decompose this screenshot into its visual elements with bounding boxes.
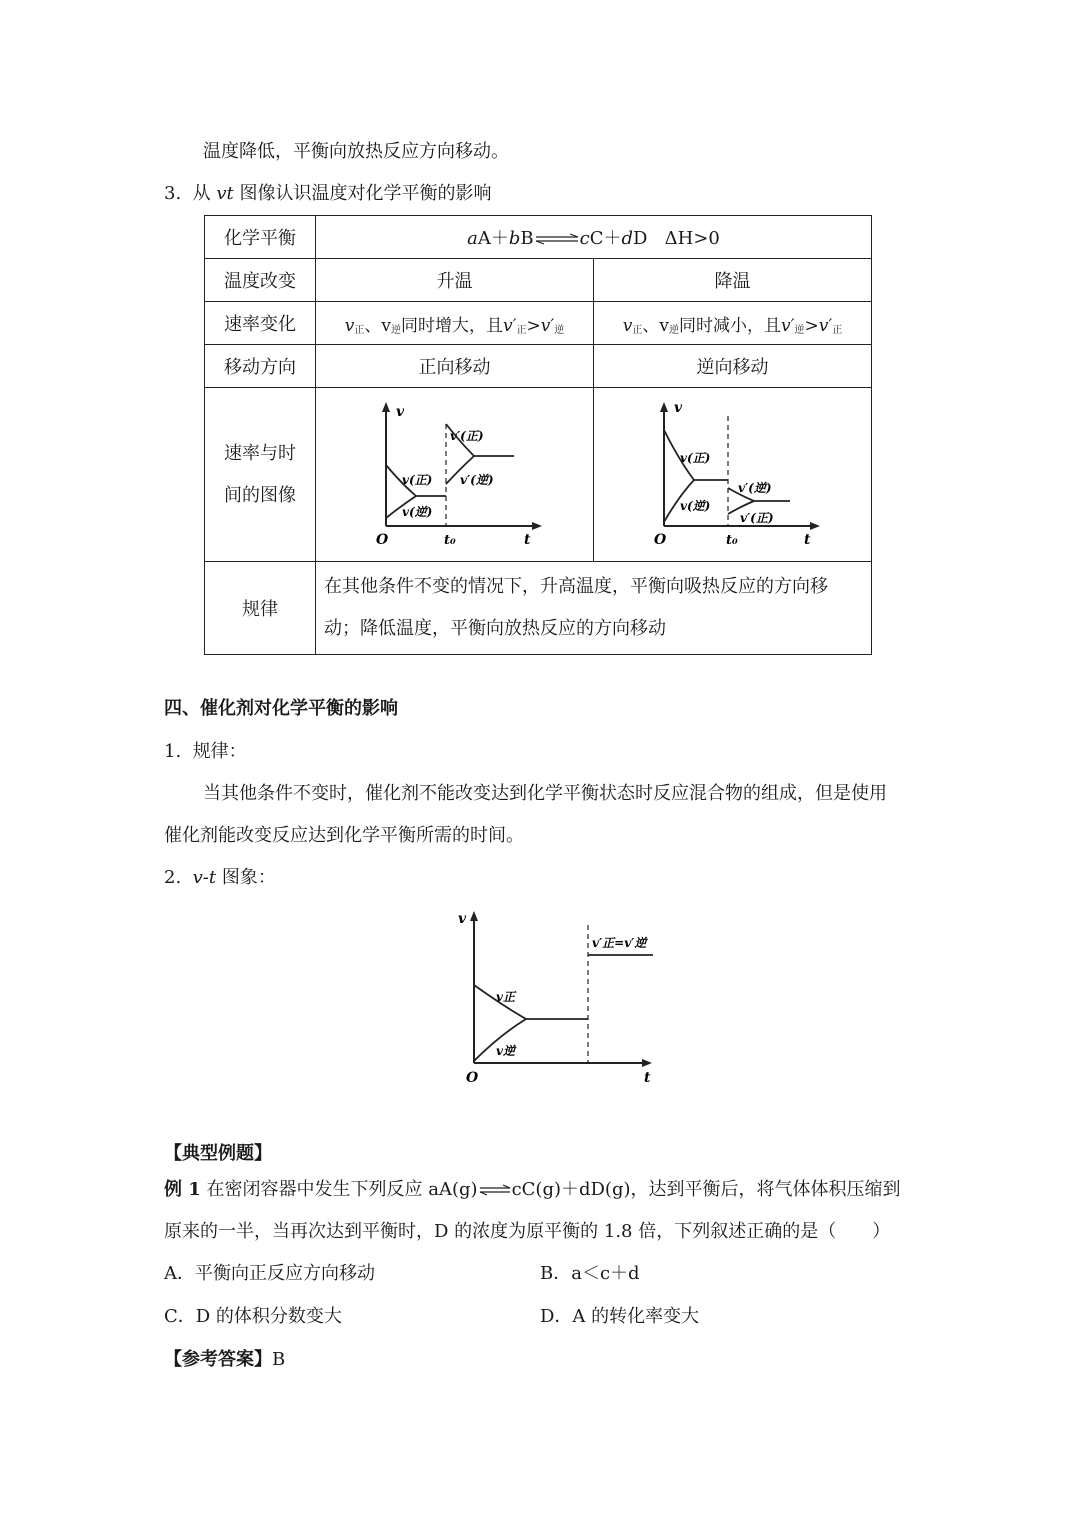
answer-line: 【参考答案】B [164,1349,286,1370]
heat-rate: $v_正$、$v_逆$同时增大，且$v'_正>v'_逆$ [316,302,594,345]
cool-graph-cell [594,388,872,562]
label-graph: 速率与时 间的图像 [205,388,316,562]
vp-ni-label: v′(逆) [460,473,494,487]
cool-rate: $v_正$、$v_逆$同时减小，且$v'_逆>v'_正$ [594,302,872,345]
origin-label: O [654,532,667,548]
section4-item2: 2. v-t 图象： [164,867,276,888]
v-zheng-label: v(正) [402,473,433,487]
axis-v-label: v [674,400,683,416]
option-d: D．A 的转化率变大 [540,1306,700,1327]
section4-heading: 四、催化剂对化学平衡的影响 [164,698,398,719]
cool-direction: 逆向移动 [594,345,872,388]
cool-temp: 降温 [594,259,872,302]
axis-t-label: t [804,532,811,548]
intro-line: 温度降低，平衡向放热反应方向移动。 [203,141,509,162]
v-ni-label: v(逆) [402,505,433,519]
origin-label: O [466,1070,479,1086]
cool-vt-graph [594,388,871,556]
equation-cell: aA＋bB cC＋dD ΔH>0 [316,216,872,259]
v-ni-label: v逆 [496,1044,515,1058]
v-ni-label: v(逆) [680,499,711,513]
equal-rate-label: v′正=v′逆 [592,936,647,950]
v-zheng-label: v(正) [680,451,711,465]
heat-temp: 升温 [316,259,594,302]
option-b: B．a＜c＋d [540,1263,640,1284]
section4-para2: 催化剂能改变反应达到化学平衡所需的时间。 [164,825,524,846]
label-law: 规律 [205,562,316,655]
heat-direction: 正向移动 [316,345,594,388]
t0-label: t₀ [444,533,456,548]
example-line2: 原来的一半，当再次达到平衡时，D 的浓度为原平衡的 1.8 倍，下列叙述正确的是（ ） [164,1221,891,1242]
temperature-table [204,215,872,655]
label-equilibrium: 化学平衡 [205,216,316,259]
axis-v-label: v [458,911,467,927]
axis-t-label: t [524,532,531,548]
origin-label: O [376,532,389,548]
option-c: C．D 的体积分数变大 [164,1306,342,1327]
option-a: A．平衡向正反应方向移动 [164,1263,375,1284]
law-text: 在其他条件不变的情况下，升高温度，平衡向吸热反应的方向移动；降低温度，平衡向放热反应的方向移动 [316,562,872,655]
axis-t-label: t [644,1070,651,1086]
vp-zheng-label: v′(正) [450,429,484,443]
section4-item1: 1. 规律： [164,741,247,762]
heat-vt-graph [316,388,593,556]
label-temp-change: 温度改变 [205,259,316,302]
example-heading: 【典型例题】 [164,1143,272,1164]
axis-v-label: v [396,404,405,420]
catalyst-vt-graph [450,905,670,1090]
equilibrium-arrow-icon [478,1184,512,1196]
vp-zheng-label: v′(正) [740,511,774,525]
heat-graph-cell [316,388,594,562]
section3-title: 3. 从 vt 图像认识温度对化学平衡的影响 [164,183,492,204]
v-zheng-label: v正 [496,990,515,1004]
label-rate-change: 速率变化 [205,302,316,345]
label-direction: 移动方向 [205,345,316,388]
section4-para1: 当其他条件不变时，催化剂不能改变达到化学平衡状态时反应混合物的组成，但是使用 [203,783,887,804]
equilibrium-arrow-icon [534,233,580,245]
vp-ni-label: v′(逆) [738,481,772,495]
example-line1: 例 1 在密闭容器中发生下列反应 aA(g) cC(g)＋dD(g)，达到平衡后，将气体体积压缩到 [164,1179,901,1200]
t0-label: t₀ [726,533,738,548]
